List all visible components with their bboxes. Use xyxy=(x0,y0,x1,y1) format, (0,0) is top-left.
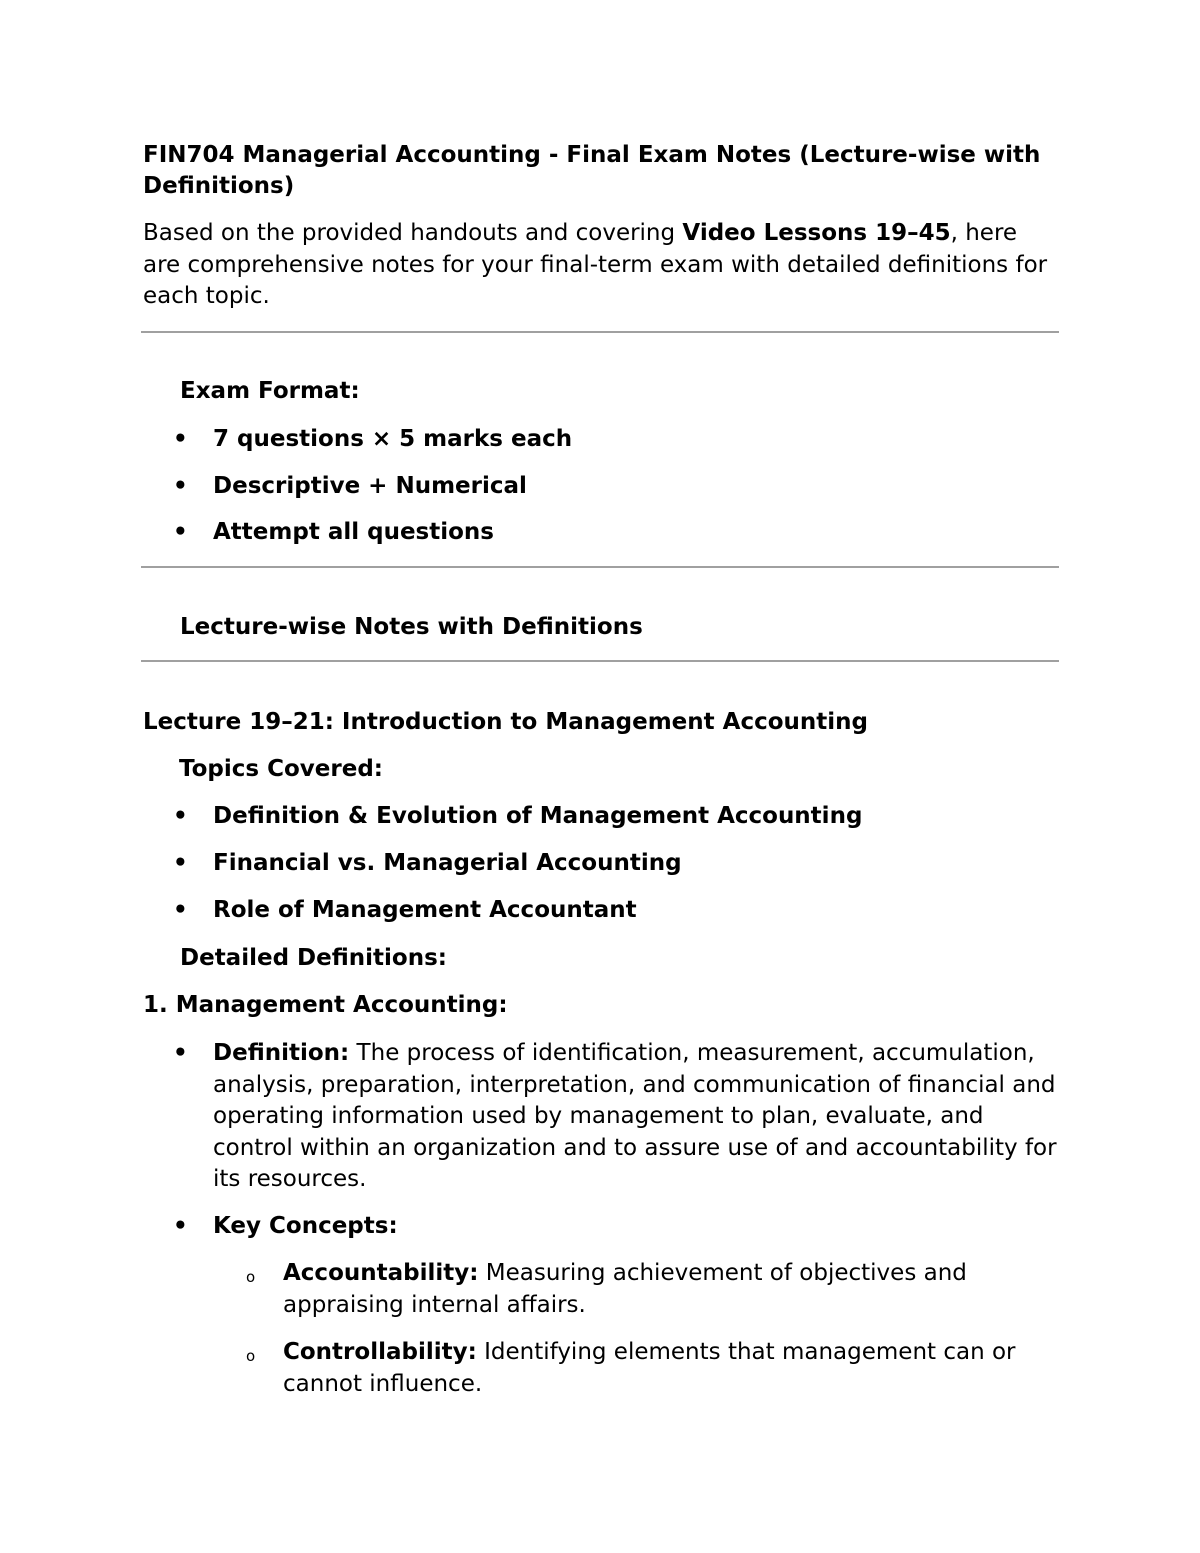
topic-item: Definition & Evolution of Management Accounting xyxy=(213,803,863,829)
document-title: FIN704 Managerial Accounting - Final Exam Notes (Lecture-wise with Definitions) xyxy=(143,142,1041,199)
definition-paragraph xyxy=(213,1038,1063,1196)
topic-item: Role of Management Accountant xyxy=(213,897,637,923)
definition-label: Definition: xyxy=(213,1040,350,1066)
intro-text-before: Based on the provided handouts and covering xyxy=(143,220,683,246)
divider xyxy=(141,566,1059,568)
concept-paragraph xyxy=(283,1337,1053,1400)
bullet-icon: • xyxy=(173,850,188,876)
item1-heading: 1. Management Accounting: xyxy=(143,992,508,1018)
exam-format-item: Attempt all questions xyxy=(213,519,494,545)
key-concepts-label: Key Concepts: xyxy=(213,1213,398,1239)
lecture-notes-heading: Lecture-wise Notes with Definitions xyxy=(180,614,643,640)
concept-term: Accountability: xyxy=(283,1260,479,1286)
divider xyxy=(141,331,1059,333)
concept-text: Measuring achievement of objectives and appraising internal affairs. xyxy=(283,1260,967,1318)
divider xyxy=(141,660,1059,662)
intro-text-bold: Video Lessons 19–45 xyxy=(682,220,951,246)
bullet-icon: • xyxy=(173,426,188,452)
lecture-heading: Lecture 19–21: Introduction to Management Accounting xyxy=(143,709,868,735)
definitions-heading: Detailed Definitions: xyxy=(180,945,447,971)
intro-text-after: , here are comprehensive notes for your final-term exam with detailed definitions for each topic. xyxy=(143,220,1048,309)
exam-format-heading: Exam Format: xyxy=(180,378,360,404)
topics-heading: Topics Covered: xyxy=(179,756,383,782)
concept-paragraph xyxy=(283,1258,1053,1321)
concept-term: Controllability: xyxy=(283,1339,477,1365)
exam-format-item: Descriptive + Numerical xyxy=(213,473,527,499)
topic-item: Financial vs. Managerial Accounting xyxy=(213,850,682,876)
concept-text: Identifying elements that management can or cannot influence. xyxy=(283,1339,1016,1397)
sub-bullet-icon: o xyxy=(246,1347,256,1365)
intro-paragraph xyxy=(143,218,1053,313)
sub-bullet-icon: o xyxy=(246,1268,256,1286)
bullet-icon: • xyxy=(173,1213,188,1239)
exam-format-item: 7 questions × 5 marks each xyxy=(213,426,573,452)
bullet-icon: • xyxy=(173,519,188,545)
bullet-icon: • xyxy=(173,473,188,499)
definition-text: The process of identification, measurement, accumulation, analysis, preparation, interpretation, and communication of financial and operating information used by management to plan, evaluate, and control within an organization and to assure use of and accountability for its resources. xyxy=(213,1040,1057,1192)
bullet-icon: • xyxy=(173,803,188,829)
bullet-icon: • xyxy=(173,1040,188,1066)
bullet-icon: • xyxy=(173,897,188,923)
